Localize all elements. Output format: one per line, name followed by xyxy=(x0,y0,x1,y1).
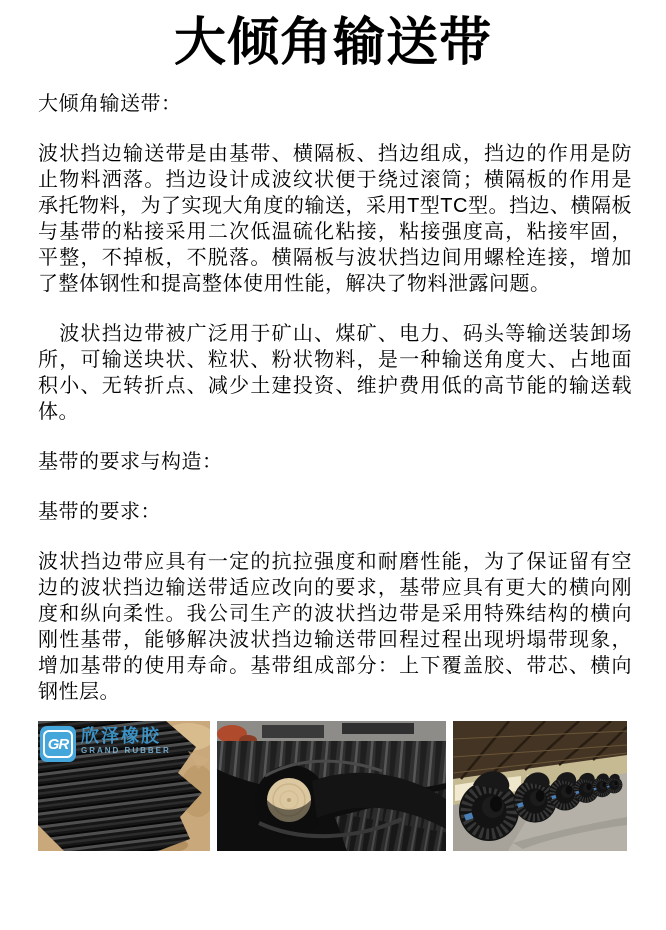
product-photo-warehouse xyxy=(453,721,627,851)
paragraph-composition: 波状挡边输送带是由基带、横隔板、挡边组成，挡边的作用是防止物料洒落。挡边设计成波纹状便于绕过滚筒；横隔板的作用是承托物料，为了实现大角度的输送，采用T型TC型。挡边、横隔板与基带的粘接采用二次低温硫化粘接，粘接强度高，粘接牢固，平整，不掉板，不脱落。横隔板与波状挡边间用螺栓连接，增加了整体钢性和提高整体使用性能，解决了物料泄露问题。 xyxy=(38,143,632,296)
brand-name-cn: 欣泽橡胶 xyxy=(81,726,161,747)
intro-label: 大倾角输送带： xyxy=(38,93,182,116)
warehouse-photo-art xyxy=(453,721,627,851)
section-label-base-belt-requirements: 基带的要求： xyxy=(38,501,161,524)
paragraph-applications: 波状挡边带被广泛用于矿山、煤矿、电力、码头等输送装卸场所，可输送块状、粒状、粉状物料，是一种输送角度大、占地面积小、无转折点、减少土建投资、维护费用低的高节能的输送载体。 xyxy=(38,323,632,424)
paragraph-base-belt: 波状挡边带应具有一定的抗拉强度和耐磨性能，为了保证留有空边的波状挡边输送带适应改向的要求，基带应具有更大的横向刚度和纵向柔性。我公司生产的波状挡边带是采用特殊结构的横向刚性基带，能够解决波状挡边输送带回程过程出现坍塌带现象，增加基带的使用寿命。基带组成部分：上下覆盖胶、带芯、横向钢性层。 xyxy=(38,551,632,704)
section-label-base-belt-structure: 基带的要求与构造： xyxy=(38,451,223,474)
brand-monogram: GR xyxy=(43,730,73,758)
product-photo-coiled-belt xyxy=(217,721,446,851)
product-photo-sidewall-sheets xyxy=(38,721,210,851)
brand-watermark xyxy=(40,726,171,762)
brand-name-en: GRAND RUBBER xyxy=(81,746,171,756)
page-title: 大倾角输送带 xyxy=(173,14,492,72)
coiled-belt-photo-art xyxy=(217,721,446,851)
product-photo-row xyxy=(38,721,628,851)
article-body xyxy=(0,91,666,705)
brand-text xyxy=(81,726,171,756)
brand-logo-icon xyxy=(40,726,76,762)
